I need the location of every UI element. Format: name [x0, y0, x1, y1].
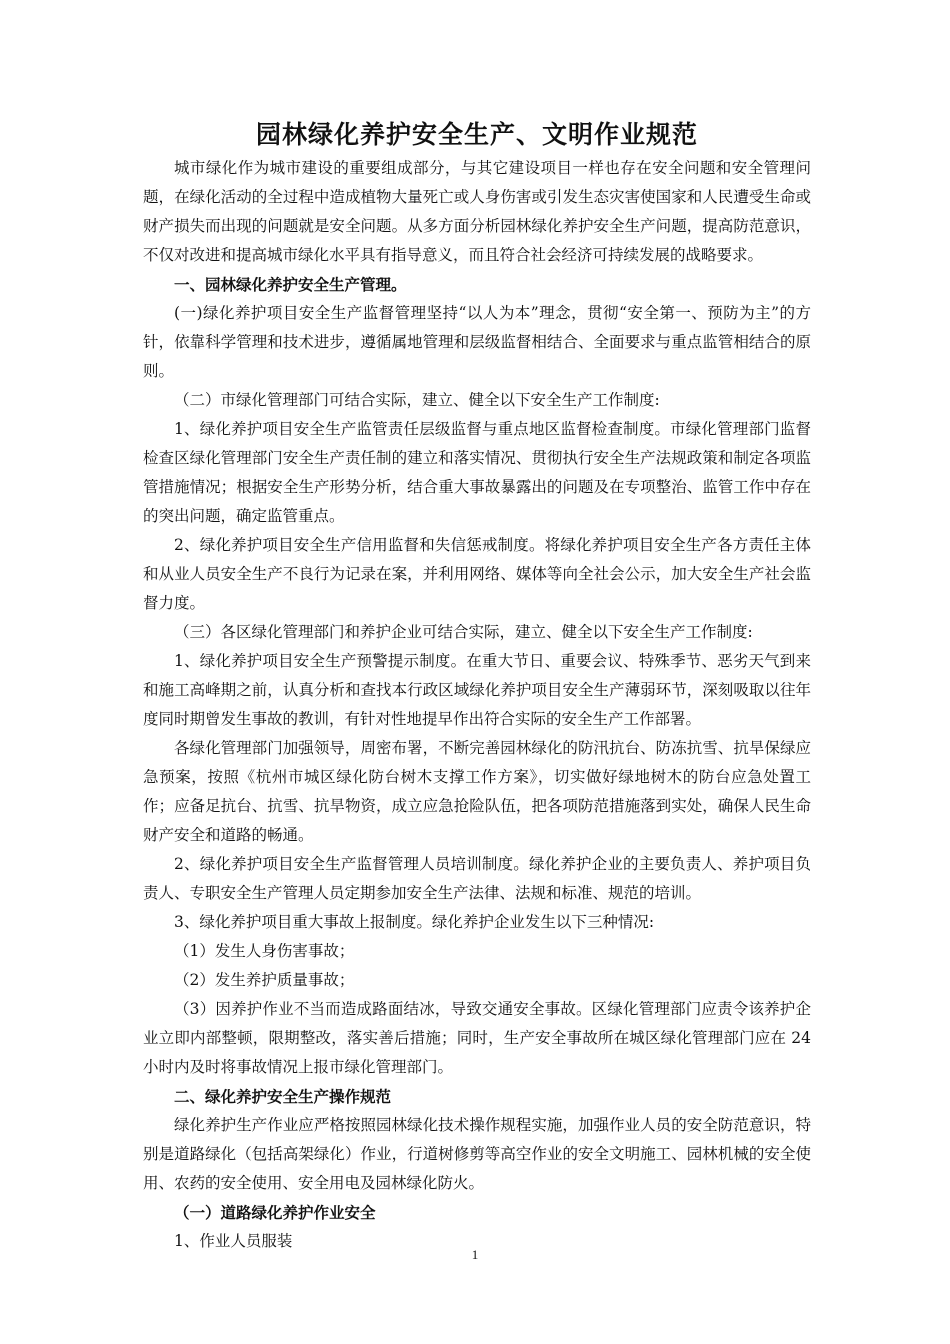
paragraph: 1、作业人员服装 [174, 1232, 293, 1250]
page-number: 1 [471, 1247, 479, 1262]
paragraph: 各绿化管理部门加强领导，周密布署，不断完善园林绿化的防汛抗台、防冻抗雪、抗旱保绿应急预案，按照《杭州市城区绿化防台树木支撑工作方案》，切实做好绿地树木的防台应急处置工作；应备足抗台、抗雪、抗旱物资，成立应急抢险队伍，把各项防范措施落到实处，确保人民生命财产安全和道路的畅通。 [143, 739, 811, 844]
document-body [143, 154, 811, 1256]
paragraph: （2）发生养护质量事故； [174, 971, 355, 989]
paragraph: （三）各区绿化管理部门和养护企业可结合实际，建立、健全以下安全生产工作制度: [174, 623, 753, 641]
paragraph: （3）因养护作业不当而造成路面结冰，导致交通安全事故。区绿化管理部门应责令该养护企业立即内部整顿，限期整改，落实善后措施；同时，生产安全事故所在城区绿化管理部门应在 24 小时内及时将事故情况上报市绿化管理部门。 [143, 1000, 811, 1076]
paragraph: 1、绿化养护项目安全生产监管责任层级监督与重点地区监督检查制度。市绿化管理部门监督检查区绿化管理部门安全生产责任制的建立和落实情况、贯彻执行安全生产法规政策和制定各项监管措施情况；根据安全生产形势分析，结合重大事故暴露出的问题及在专项整治、监管工作中存在的突出问题，确定监管重点。 [143, 420, 811, 525]
paragraph: （二）市绿化管理部门可结合实际，建立、健全以下安全生产工作制度: [174, 391, 660, 409]
paragraph: 2、绿化养护项目安全生产监督管理人员培训制度。绿化养护企业的主要负责人、养护项目负责人、专职安全生产管理人员定期参加安全生产法律、法规和标准、规范的培训。 [143, 855, 811, 902]
paragraph: 3、绿化养护项目重大事故上报制度。绿化养护企业发生以下三种情况: [174, 913, 655, 931]
paragraph: 2、绿化养护项目安全生产信用监督和失信惩戒制度。将绿化养护项目安全生产各方责任主体和从业人员安全生产不良行为记录在案，并利用网络、媒体等向全社会公示，加大安全生产社会监督力度。 [143, 536, 811, 612]
section-heading: 一、园林绿化养护安全生产管理。 [174, 275, 407, 294]
paragraph: (一)绿化养护项目安全生产监督管理坚持“以人为本”理念，贯彻“安全第一、预防为主”的方针，依靠科学管理和技术进步，遵循属地管理和层级监督相结合、全面要求与重点监管相结合的原则。 [143, 304, 811, 380]
paragraph: （1）发生人身伤害事故； [174, 942, 355, 960]
document-title: 园林绿化养护安全生产、文明作业规范 [255, 120, 698, 149]
section-heading: 二、绿化养护安全生产操作规范 [174, 1087, 392, 1106]
paragraph: 城市绿化作为城市建设的重要组成部分，与其它建设项目一样也存在安全问题和安全管理问题，在绿化活动的全过程中造成植物大量死亡或人身伤害或引发生态灾害使国家和人民遭受生命或财产损失而出现的问题就是安全问题。从多方面分析园林绿化养护安全生产问题，提高防范意识，不仅对改进和提高城市绿化水平具有指导意义，而且符合社会经济可持续发展的战略要求。 [143, 159, 811, 264]
section-heading: （一）道路绿化养护作业安全 [174, 1203, 376, 1222]
paragraph: 绿化养护生产作业应严格按照园林绿化技术操作规程实施，加强作业人员的安全防范意识，特别是道路绿化（包括高架绿化）作业，行道树修剪等高空作业的安全文明施工、园林机械的安全使用、农药的安全使用、安全用电及园林绿化防火。 [143, 1116, 811, 1192]
paragraph: 1、绿化养护项目安全生产预警提示制度。在重大节日、重要会议、特殊季节、恶劣天气到来和施工高峰期之前，认真分析和查找本行政区域绿化养护项目安全生产薄弱环节，深刻吸取以往年度同时期曾发生事故的教训，有针对性地提早作出符合实际的安全生产工作部署。 [143, 652, 811, 728]
document-page [143, 118, 811, 1256]
